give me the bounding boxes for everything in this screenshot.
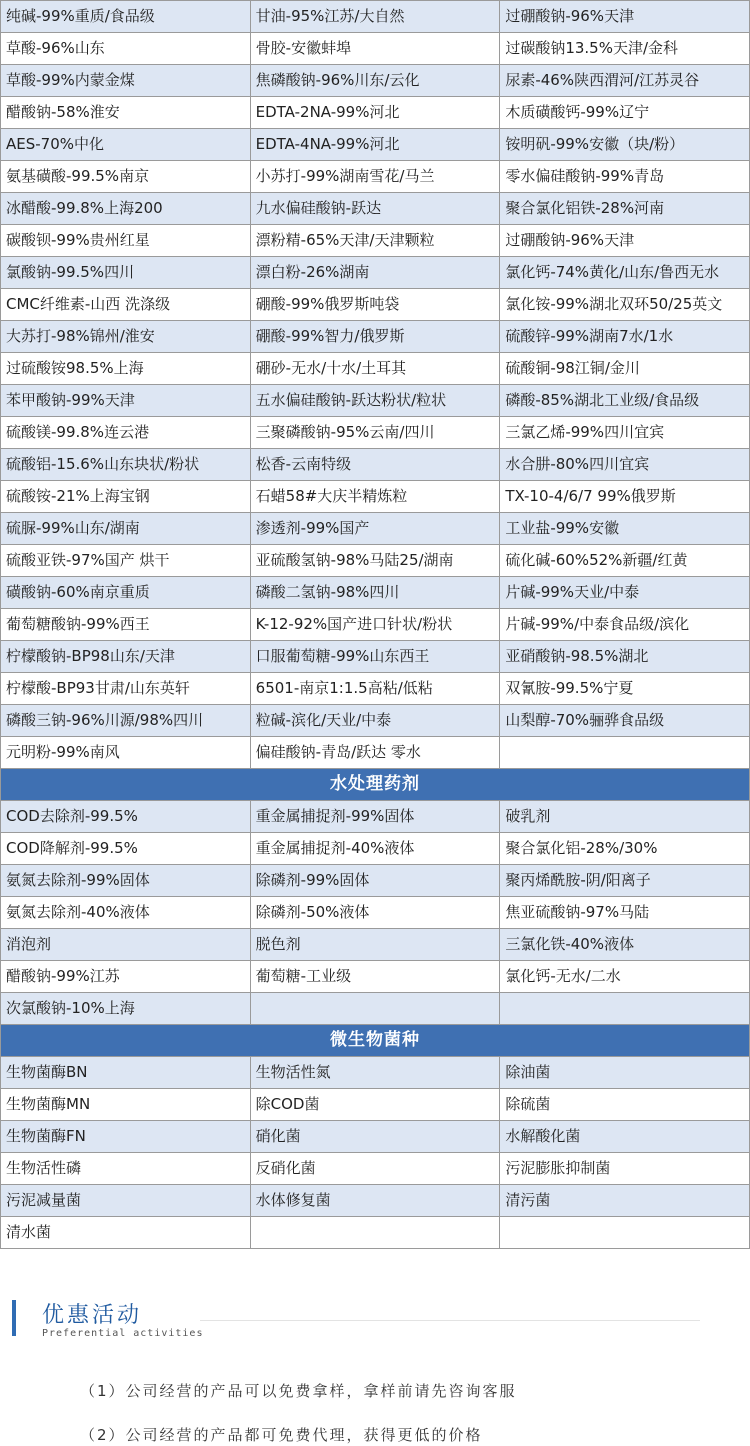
table-cell: 聚合氯化铝-28%/30% [500,833,750,865]
table-cell: 苯甲酸钠-99%天津 [1,385,251,417]
table-cell: 水体修复菌 [250,1185,500,1217]
table-cell: 工业盐-99%安徽 [500,513,750,545]
water-treatment-section-title: 水处理药剂 [1,769,750,801]
table-cell: 三氯化铁-40%液体 [500,929,750,961]
table-cell: 生物活性氮 [250,1057,500,1089]
table-row [1,385,750,417]
table-row [1,673,750,705]
table-cell: 骨胶-安徽蚌埠 [250,33,500,65]
table-cell: 污泥膨胀抑制菌 [500,1153,750,1185]
table-cell: 清污菌 [500,1185,750,1217]
table-cell: 碳酸钡-99%贵州红星 [1,225,251,257]
table-row [1,577,750,609]
table-cell: 水合肼-80%四川宜宾 [500,449,750,481]
table-cell: 硫酸镁-99.8%连云港 [1,417,251,449]
table-cell: 磷酸-85%湖北工业级/食品级 [500,385,750,417]
table-cell: 松香-云南特级 [250,449,500,481]
table-cell: 硼砂-无水/十水/土耳其 [250,353,500,385]
table-cell: 石蜡58#大庆半精炼粒 [250,481,500,513]
table-cell: 九水偏硅酸钠-跃达 [250,193,500,225]
table-row [1,193,750,225]
promotion-line-2: （2）公司经营的产品都可免费代理，获得更低的价格 [80,1426,483,1444]
table-row [1,1,750,33]
table-row [1,481,750,513]
microbes-section-title: 微生物菌种 [1,1025,750,1057]
table-cell: 除磷剂-99%固体 [250,865,500,897]
table-cell: 聚合氯化铝铁-28%河南 [500,193,750,225]
table-cell: 水解酸化菌 [500,1121,750,1153]
table-cell: 偏硅酸钠-青岛/跃达 零水 [250,737,500,769]
table-cell: 清水菌 [1,1217,251,1249]
table-cell: 脱色剂 [250,929,500,961]
table-cell: 次氯酸钠-10%上海 [1,993,251,1025]
table-cell: 过硼酸钠-96%天津 [500,1,750,33]
table-cell: 6501-南京1:1.5高粘/低粘 [250,673,500,705]
table-row [1,961,750,993]
table-row [1,1217,750,1249]
table-cell: 硝化菌 [250,1121,500,1153]
table-row [1,321,750,353]
table-cell: 亚硝酸钠-98.5%湖北 [500,641,750,673]
table-row [1,641,750,673]
table-row [1,449,750,481]
table-cell: K-12-92%国产进口针状/粉状 [250,609,500,641]
table-row [1,129,750,161]
table-cell: 三聚磷酸钠-95%云南/四川 [250,417,500,449]
table-row [1,417,750,449]
table-cell: 重金属捕捉剂-99%固体 [250,801,500,833]
table-row [1,865,750,897]
table-cell: 硫酸亚铁-97%国产 烘干 [1,545,251,577]
product-table-body [1,1,750,1249]
table-cell: COD去除剂-99.5% [1,801,251,833]
promotion-line-1: （1）公司经营的产品可以免费拿样，拿样前请先咨询客服 [80,1382,517,1400]
table-cell: 焦磷酸钠-96%川东/云化 [250,65,500,97]
section-accent-bar [12,1300,16,1336]
microbes-section-header-row [1,1025,750,1057]
table-cell: 醋酸钠-99%江苏 [1,961,251,993]
table-cell: 粒碱-滨化/天业/中泰 [250,705,500,737]
table-cell: 硫脲-99%山东/湖南 [1,513,251,545]
water-treatment-section-header-row [1,769,750,801]
table-cell: AES-70%中化 [1,129,251,161]
table-cell: 破乳剂 [500,801,750,833]
table-cell [500,993,750,1025]
table-cell [500,737,750,769]
table-cell: 生物菌酶FN [1,1121,251,1153]
table-cell: 大苏打-98%锦州/淮安 [1,321,251,353]
table-cell: EDTA-2NA-99%河北 [250,97,500,129]
table-cell: 亚硫酸氢钠-98%马陆25/湖南 [250,545,500,577]
table-cell: 草酸-96%山东 [1,33,251,65]
table-cell: 反硝化菌 [250,1153,500,1185]
table-cell: 除油菌 [500,1057,750,1089]
table-cell: 元明粉-99%南风 [1,737,251,769]
table-cell: 渗透剂-99%国产 [250,513,500,545]
table-cell: 硼酸-99%俄罗斯吨袋 [250,289,500,321]
table-cell: 过碳酸钠13.5%天津/金科 [500,33,750,65]
table-cell: 过硼酸钠-96%天津 [500,225,750,257]
table-cell: 铵明矾-99%安徽（块/粉） [500,129,750,161]
table-row [1,897,750,929]
table-cell: 磷酸二氢钠-98%四川 [250,577,500,609]
table-cell: TX-10-4/6/7 99%俄罗斯 [500,481,750,513]
promotion-subtitle: Preferential activities [42,1328,204,1339]
table-cell: 硼酸-99%智力/俄罗斯 [250,321,500,353]
table-cell: EDTA-4NA-99%河北 [250,129,500,161]
table-cell: 焦亚硫酸钠-97%马陆 [500,897,750,929]
table-cell: 柠檬酸-BP93甘肃/山东英轩 [1,673,251,705]
table-row [1,737,750,769]
table-row [1,801,750,833]
table-cell: 葡萄糖酸钠-99%西王 [1,609,251,641]
table-cell: 氯酸钠-99.5%四川 [1,257,251,289]
table-cell: 生物活性磷 [1,1153,251,1185]
table-cell: 氯化钙-无水/二水 [500,961,750,993]
table-cell: 漂粉精-65%天津/天津颗粒 [250,225,500,257]
table-cell: 消泡剂 [1,929,251,961]
table-cell: 五水偏硅酸钠-跃达粉状/粒状 [250,385,500,417]
table-cell: 氯化钙-74%黄化/山东/鲁西无水 [500,257,750,289]
table-cell: 片碱-99%天业/中泰 [500,577,750,609]
table-cell: 葡萄糖-工业级 [250,961,500,993]
table-row [1,289,750,321]
table-row [1,929,750,961]
table-cell [250,993,500,1025]
table-cell: 醋酸钠-58%淮安 [1,97,251,129]
table-cell: 磷酸三钠-96%川源/98%四川 [1,705,251,737]
table-row [1,1121,750,1153]
table-cell: 氨基磺酸-99.5%南京 [1,161,251,193]
table-row [1,1057,750,1089]
table-cell: COD降解剂-99.5% [1,833,251,865]
table-cell: 生物菌酶MN [1,1089,251,1121]
table-row [1,33,750,65]
table-cell: 硫化碱-60%52%新疆/红黄 [500,545,750,577]
table-cell: 三氯乙烯-99%四川宜宾 [500,417,750,449]
table-cell: 污泥减量菌 [1,1185,251,1217]
table-row [1,609,750,641]
table-cell: 除COD菌 [250,1089,500,1121]
table-row [1,1185,750,1217]
divider [200,1320,700,1321]
table-cell: 口服葡萄糖-99%山东西王 [250,641,500,673]
table-cell: 硫酸锌-99%湖南7水/1水 [500,321,750,353]
table-cell: 聚丙烯酰胺-阴/阳离子 [500,865,750,897]
table-cell: 硫酸铝-15.6%山东块状/粉状 [1,449,251,481]
promotion-section [0,1290,750,1446]
table-cell: 纯碱-99%重质/食品级 [1,1,251,33]
table-cell: 尿素-46%陕西渭河/江苏灵谷 [500,65,750,97]
table-cell: 双氰胺-99.5%宁夏 [500,673,750,705]
table-cell [250,1217,500,1249]
table-cell: 小苏打-99%湖南雪花/马兰 [250,161,500,193]
table-cell: 草酸-99%内蒙金煤 [1,65,251,97]
table-cell: 过硫酸铵98.5%上海 [1,353,251,385]
table-row [1,97,750,129]
table-cell: 甘油-95%江苏/大自然 [250,1,500,33]
table-row [1,993,750,1025]
table-row [1,833,750,865]
table-cell: 木质磺酸钙-99%辽宁 [500,97,750,129]
table-row [1,225,750,257]
table-cell: 漂白粉-26%湖南 [250,257,500,289]
table-row [1,513,750,545]
table-cell: 生物菌酶BN [1,1057,251,1089]
promotion-title: 优惠活动 [42,1303,143,1328]
table-cell: 除硫菌 [500,1089,750,1121]
table-cell: 磺酸钠-60%南京重质 [1,577,251,609]
table-cell: 除磷剂-50%液体 [250,897,500,929]
table-cell: 片碱-99%/中泰食品级/滨化 [500,609,750,641]
table-cell: 氯化铵-99%湖北双环50/25英文 [500,289,750,321]
table-cell: CMC纤维素-山西 洗涤级 [1,289,251,321]
table-row [1,545,750,577]
table-cell: 冰醋酸-99.8%上海200 [1,193,251,225]
table-cell: 硫酸铜-98江铜/金川 [500,353,750,385]
table-row [1,353,750,385]
table-cell: 零水偏硅酸钠-99%青岛 [500,161,750,193]
table-row [1,65,750,97]
table-row [1,161,750,193]
table-cell: 山梨醇-70%骊骅食品级 [500,705,750,737]
table-cell: 氨氮去除剂-99%固体 [1,865,251,897]
table-row [1,705,750,737]
table-row [1,257,750,289]
table-row [1,1153,750,1185]
table-cell: 氨氮去除剂-40%液体 [1,897,251,929]
table-cell [500,1217,750,1249]
table-cell: 柠檬酸钠-BP98山东/天津 [1,641,251,673]
table-cell: 重金属捕捉剂-40%液体 [250,833,500,865]
table-cell: 硫酸铵-21%上海宝钢 [1,481,251,513]
table-row [1,1089,750,1121]
